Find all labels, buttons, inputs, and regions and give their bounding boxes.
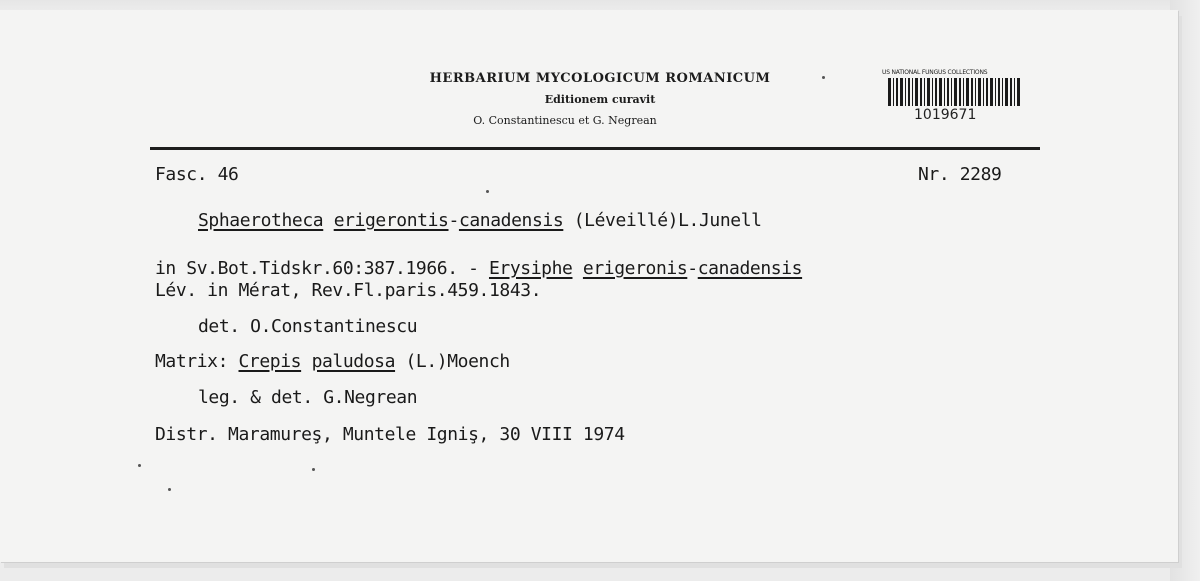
matrix-prefix: Matrix:: [155, 351, 239, 372]
edition-line: Editionem curavit: [544, 93, 656, 106]
locality-line: Distr. Maramureş, Muntele Igniş, 30 VIII 1974: [155, 424, 625, 445]
specimen-label: [0, 10, 1178, 562]
speck: [486, 190, 489, 193]
editors-line: O. Constantinescu et G. Negrean: [473, 114, 657, 127]
speck: [312, 468, 315, 471]
matrix-line: [155, 351, 510, 373]
header-divider: [150, 147, 1040, 150]
speck: [138, 464, 141, 467]
taxon-genus: Sphaerotheca: [198, 210, 324, 231]
speck: [822, 76, 825, 79]
taxon-epithet: erigerontis: [333, 210, 449, 231]
citation-line-1: in Sv.Bot.Tidskr.60:387.1966. - Erysiphe erigeronis-canadensis: [155, 258, 803, 279]
determiner-line: det. O.Constantinescu: [198, 316, 418, 337]
taxon-epithet-2: canadensis: [458, 210, 564, 231]
barcode-sticker: [880, 68, 1030, 134]
taxon-author: (Léveillé)L.Junell: [573, 210, 762, 231]
barcode-caption: US NATIONAL FUNGUS COLLECTIONS: [882, 69, 988, 76]
collector-line: leg. & det. G.Negrean: [198, 387, 418, 408]
synonym-genus: Erysiphe: [488, 258, 573, 279]
label-header: [330, 68, 870, 132]
fascicle-number: Fasc. 46: [155, 164, 239, 185]
citation-prefix: in Sv.Bot.Tidskr.60:387.1966. -: [155, 258, 489, 279]
synonym-epithet: erigeronis: [582, 258, 688, 279]
barcode-icon: [888, 78, 1022, 106]
citation-line-2: Lév. in Mérat, Rev.Fl.paris.459.1843.: [155, 280, 542, 301]
host-epithet: paludosa: [311, 351, 396, 372]
host-author: (L.)Moench: [405, 351, 510, 372]
speck: [168, 488, 171, 491]
barcode-number: 1019671: [914, 107, 977, 123]
synonym-epithet-2: canadensis: [697, 258, 803, 279]
host-genus: Crepis: [238, 351, 302, 372]
taxon-name-line: Sphaerotheca erigerontis-canadensis (Léveillé)L.Junell: [198, 210, 762, 231]
institution-title: HERBARIUM MYCOLOGICUM ROMANICUM: [429, 71, 771, 86]
exsiccata-number: Nr. 2289: [918, 164, 1002, 185]
